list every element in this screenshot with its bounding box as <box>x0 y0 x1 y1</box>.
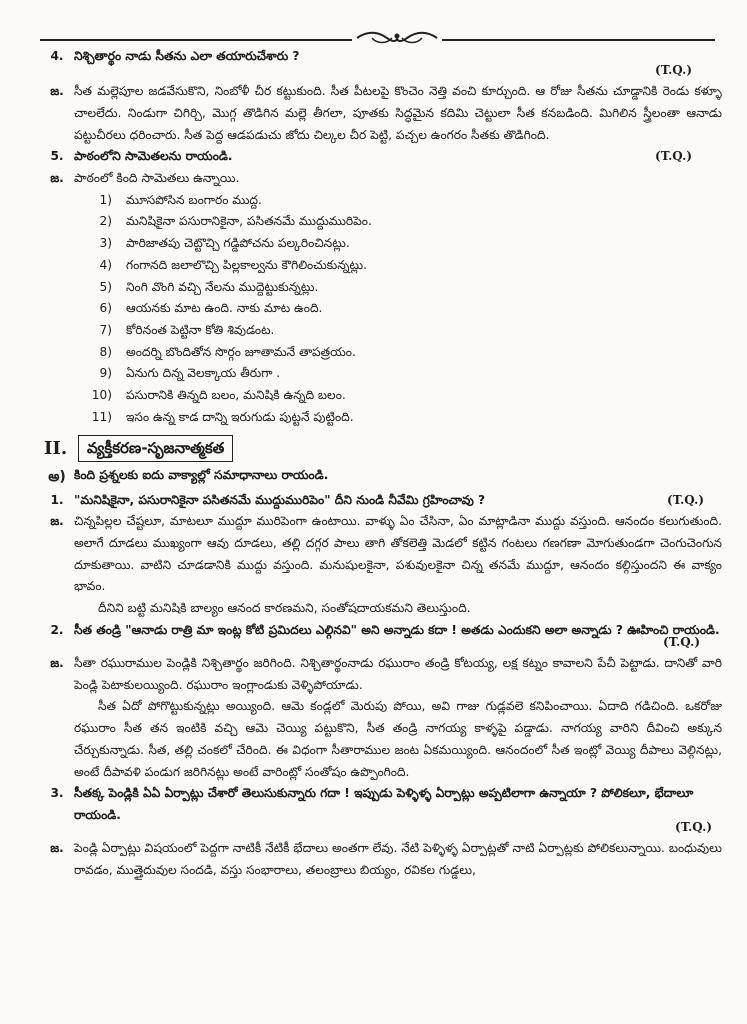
list-item <box>78 277 722 299</box>
flourish-icon <box>352 31 442 45</box>
item-text: అందర్ని బొందితోన సొర్గం జూతామనే తాపత్రయం. <box>126 344 356 359</box>
header-ornament <box>40 33 715 47</box>
item-number: 3) <box>99 236 112 251</box>
item-text: పారిజాతపు చెట్టొచ్చి గడ్డిపోచను పల్కరించినట్లు. <box>126 236 350 251</box>
item-number: 4) <box>99 257 112 272</box>
list-item <box>78 190 722 212</box>
answer-marker: జ. <box>50 655 64 670</box>
question-text: నిశ్చితార్థం నాడు సీతను ఎలా తయారుచేశారు ? <box>74 49 300 63</box>
answer-marker: జ. <box>50 841 64 856</box>
list-item <box>78 255 722 277</box>
item-number: 2) <box>99 214 112 229</box>
tq-tag: (T.Q.) <box>655 149 692 164</box>
item-text: నింగి వొంగి వచ్చి నేలను ముద్దెట్టుకున్నట్లు. <box>126 279 319 294</box>
page-content <box>40 46 722 881</box>
answer-1-continued <box>40 598 722 620</box>
item-text: మూసపోసిన బంగారం ముద్ద. <box>126 192 262 207</box>
answer-2 <box>40 653 722 696</box>
answer-5 <box>40 168 722 190</box>
tq-tag: (T.Q.) <box>667 492 704 507</box>
question-number: 4. <box>50 49 64 63</box>
question-text: సీత తండ్రి "ఆనాడు రాత్రి మా ఇంట్ల కోటి ప్రమిదలు ఎల్గినవి" అని అన్నాడు కదా ! అతడు ఎందుకని అలా అన్నాడు ? ఊహించి రాయండి. <box>74 622 720 637</box>
section-number: II. <box>44 437 68 459</box>
answer-4 <box>40 81 722 146</box>
answer-1 <box>40 511 722 598</box>
question-5 <box>40 146 722 168</box>
tq-tag: (T.Q.) <box>675 819 712 834</box>
answer-marker: జ. <box>50 514 64 529</box>
sub-text: కింది ప్రశ్నలకు ఐదు వాక్యాల్లో సమాధానాలు రాయండి. <box>74 467 329 482</box>
question-number: 1. <box>50 492 64 507</box>
question-4 <box>40 46 722 68</box>
answer-text: సీతా రఘురాముల పెండ్లికి నిశ్చితార్థం జరిగింది. నిశ్చితార్థంనాడు రఘురాం తండ్రి కోటయ్య, లక్ష కట్నం కావాలని పేచీ పెట్టాడు. దానితో వారి పెండ్లి పెటాకులయ్యింది. రఘురాం ఇంగ్లాండుకు వెళ్ళిపోయాడు. <box>74 655 722 692</box>
item-number: 6) <box>99 301 112 316</box>
answer-2-continued <box>40 696 722 783</box>
answer-text: దీనిని బట్టి మనిషికి బాల్యం ఆనంద కారణమని, సంతోషదాయకమని తెలుస్తుంది. <box>98 601 471 616</box>
item-text: ఆయనకు మాట ఉంది. నాకు మాట ఉంది. <box>126 301 323 316</box>
list-item <box>78 385 722 407</box>
list-item <box>78 363 722 385</box>
item-number: 8) <box>99 344 112 359</box>
tq-tag: (T.Q.) <box>655 62 692 77</box>
answer-text: సీత మల్లెపూల జడవేసుకొని, నింబోళీ చీర కట్టుకుంది. సీత పీటలపై కొంచెం నెత్తి వంచి కూర్చుంది. ఆ రోజు సీతను చూడ్డానికి రెండు కళ్ళూ చాలలేదు. నిండుగా చిగిర్చి, మొగ్గ తొడిగిన మల్లె తీగలా, పూతకు సిద్ధమైన కదిమి చెట్టులా సీత కనబడింది. మిగిలిన స్త్రీలంతా ఆనాడు పట్టుచీరలు ధరించారు. సీత పెద్ద ఆడపడుచు జోదు చిల్కల చీర పెట్టి, పచ్చల ఉంగరం సీతకు తొడిగింది. <box>74 84 722 142</box>
item-number: 1) <box>99 192 112 207</box>
question-1 <box>40 490 722 512</box>
tq-tag: (T.Q.) <box>663 634 700 649</box>
item-text: కోరినంత పెట్టినా కోతి శివుడంట. <box>126 322 275 337</box>
item-text: ఇసం ఉన్న కాడ దాన్ని ఇరుగుడు పుట్టనే పుట్టింది. <box>126 409 354 424</box>
answer-text: పాఠంలో కింది సామెతలు ఉన్నాయి. <box>74 170 240 185</box>
sub-marker: అ) <box>48 468 66 485</box>
item-text: పసురానికి తిన్నది బలం, మనిషికి ఉన్నది బలం. <box>126 388 346 403</box>
list-item <box>78 320 722 342</box>
list-item <box>78 342 722 364</box>
answer-text: సీత ఏదో పోగొట్టుకున్నట్లు అయ్యింది. ఆమె కండ్లలో మెరుపు పోయి, అవి గాజు గుడ్లవలె కనిపించాయి. ఏదాది గడిచింది. ఒకరోజు రఘురాం సీత తన ఇంటికి వచ్చి ఆమె చెయ్యి పట్టుకొని, సీత తండ్రి నాగయ్య కాళ్ళపై పడ్డాడు. నాగయ్య వారిని దీవించి అక్కున చేర్చుకున్నాడు. సీత, తల్లి చంకలో చేరింది. ఈ విధంగా సీతారాముల జంట ఏకమయ్యింది. ఆనందంలో సీత ఇంట్లో వెయ్యి దీపాలు వెల్గినట్లు, అంటే దీపావళి పండుగ జరిగినట్లు అంటే వారింట్లో సంతోషం ఉప్పొంగింది. <box>74 699 722 779</box>
list-item <box>78 211 722 233</box>
question-text: పాఠంలోని సామెతలను రాయండి. <box>74 149 233 164</box>
question-2 <box>40 620 722 642</box>
sub-instruction <box>40 465 722 490</box>
answer-marker: జ. <box>50 170 64 185</box>
list-item <box>78 298 722 320</box>
section-title: వ్యక్తీకరణ-సృజనాత్మకత <box>78 435 233 462</box>
section-heading <box>40 433 722 465</box>
item-number: 7) <box>99 322 112 337</box>
item-number: 11) <box>91 409 112 424</box>
list-item <box>78 407 722 429</box>
question-number: 5. <box>50 149 64 164</box>
list-item <box>78 233 722 255</box>
item-number: 9) <box>99 366 112 381</box>
answer-text: పెండ్లి ఏర్పాట్లు విషయంలో పెద్దగా నాటికీ నేటికీ భేదాలు అంతగా లేవు. నేటి పెళ్ళిళ్ళ ఏర్పాట్లతో నాటి ఏర్పాట్లకు పోలికలున్నాయి. బంధువులు రావడం, ముత్తైదువుల సందడి, వస్తు సంభారాలు, తలంబ్రాలు బియ్యం, రవికల గుడ్డలు, <box>74 841 722 877</box>
question-number: 3. <box>50 786 64 801</box>
answer-marker: జ. <box>50 84 64 99</box>
item-number: 10) <box>91 388 112 403</box>
question-text: సీతక్క పెండ్లికి ఏఏ ఏర్పాట్లు చేశారో తెలుసుకున్నారు గదా ! ఇప్పుడు పెళ్ళిళ్ళ ఏర్పాట్లు అప్పటిలాగా ఉన్నాయా ? పోలికలూ, భేదాలూ రాయండి. <box>74 786 694 822</box>
question-number: 2. <box>50 622 64 637</box>
proverb-list <box>78 190 722 429</box>
question-3 <box>40 783 722 826</box>
question-text: "మనిషికైనా, పసురానికైనా పసితనమే ముద్దుమురిపెం" దీని నుండి నీవేమి గ్రహించావు ? <box>74 492 486 507</box>
item-text: ఏనుగు దిన్న వెలక్కాయ తీరుగా . <box>126 366 281 381</box>
item-text: గంగానది జలాలొచ్చి పిల్లకాల్వను కౌగిలించుకున్నట్లు. <box>126 257 367 272</box>
answer-text: చిన్నపిల్లల చేష్టలూ, మాటలూ ముద్దూ మురిపెంగా ఉంటాయి. వాళ్ళు ఏం చేసినా, ఏం మాట్లాడినా ముద్దు వస్తుంది. ఆనందం కలుగుతుంది. అలాగే దూడలు ముఖ్యంగా ఆవు దూడలు, తల్లి దగ్గర పాలు తాగి తోకలెత్తి మెడలో కట్టిన గంటలు గణగణా మోగుతుండగా చెంగుచెంగున దూకుతాయి. వాటిని చూడడానికి ముద్దు వస్తుంది. మనుషులకైనా, పశువులకైనా చిన్న తనమే ముద్దూ, ఆనందం కల్గిస్తుందని ఈ వాక్యం భావం. <box>74 514 722 594</box>
item-text: మనిషికైనా పసురానికైనా, పసితనమే ముద్దుమురిపెం. <box>126 214 372 229</box>
answer-3 <box>40 838 722 881</box>
item-number: 5) <box>99 279 112 294</box>
